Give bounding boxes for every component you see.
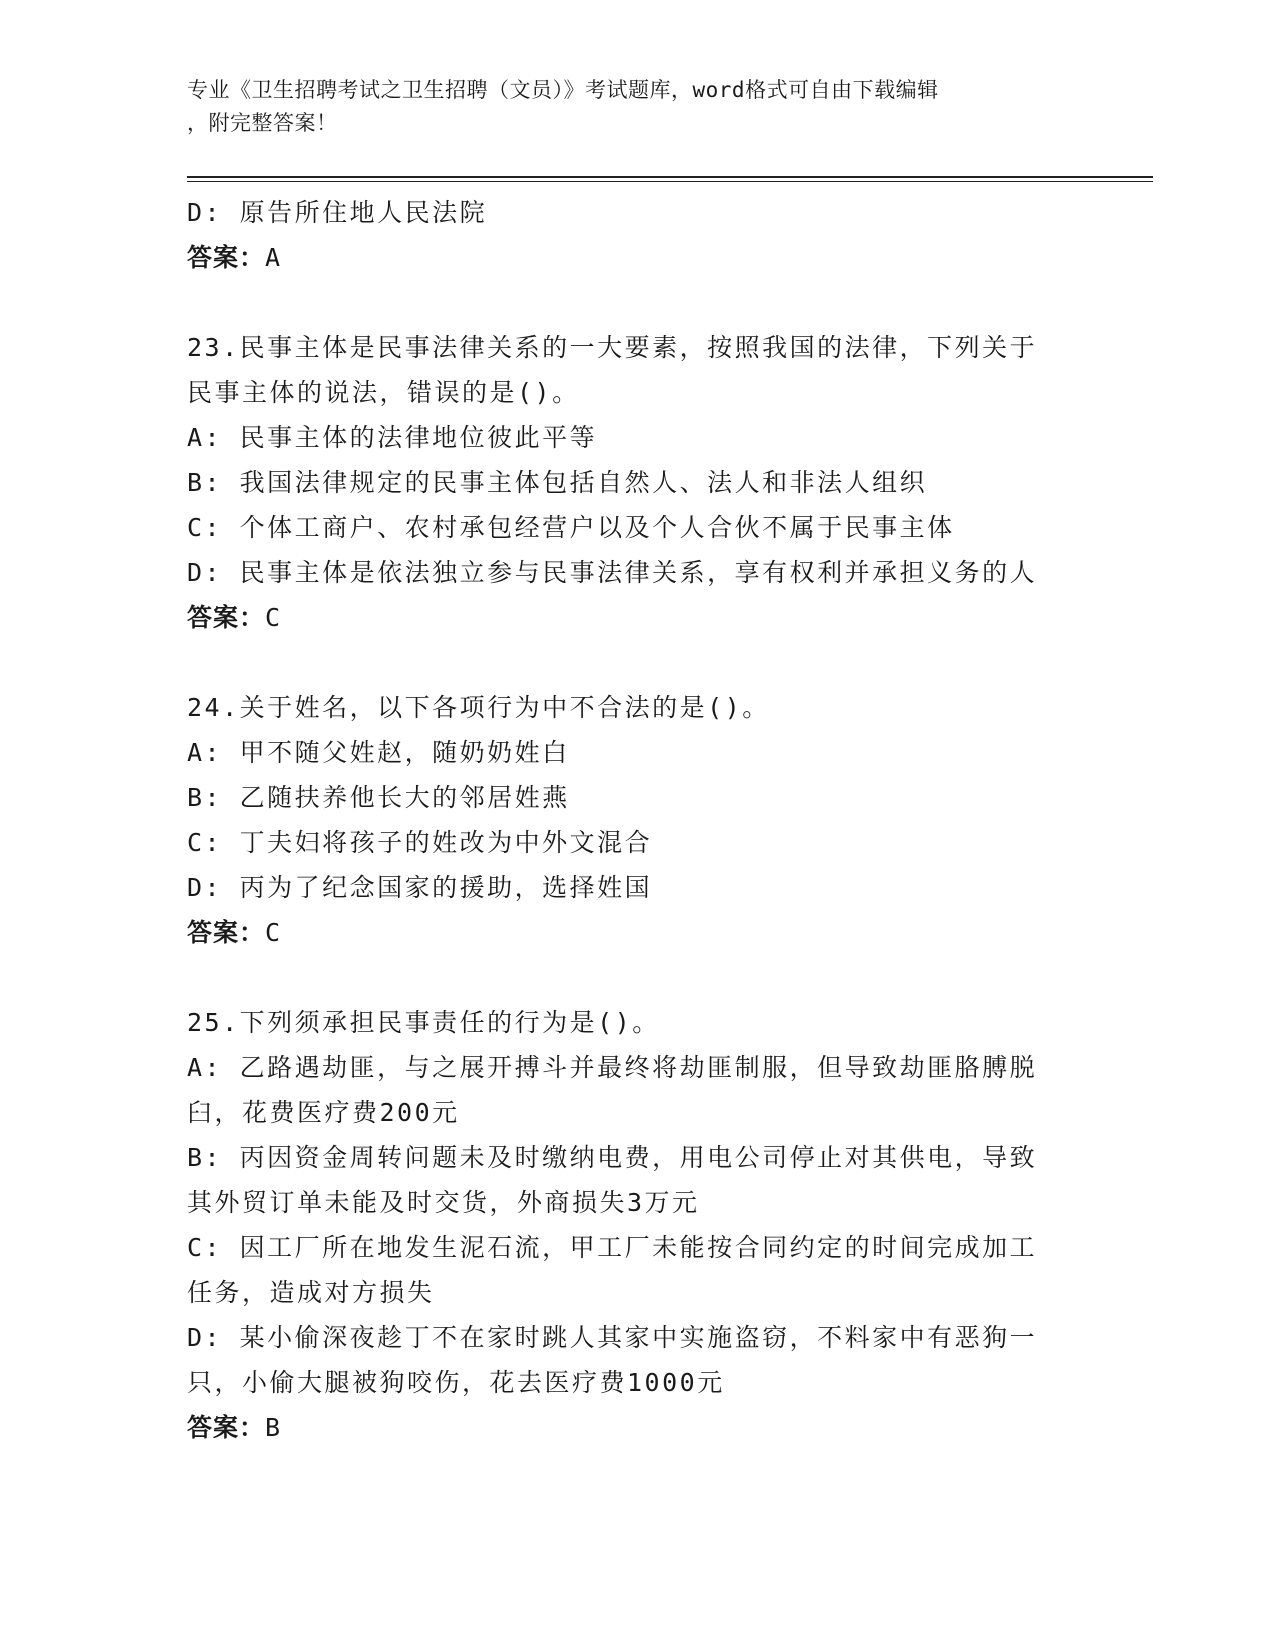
option-c: C: 因工厂所在地发生泥石流，甲工厂未能按合同约定的时间完成加工 (187, 1233, 1038, 1262)
option-a: A: 甲不随父姓赵，随奶奶姓白 (187, 738, 570, 767)
option-b: B: 乙随扶养他长大的邻居姓燕 (187, 783, 570, 812)
option-c-cont: 任务，造成对方损失 (187, 1278, 435, 1307)
answer-line (187, 595, 1087, 640)
prev-question (187, 190, 1087, 280)
option-d: D: 丙为了纪念国家的援助，选择姓国 (187, 873, 653, 902)
option-a: A: 民事主体的法律地位彼此平等 (187, 423, 598, 452)
question-stem: 民事主体的说法，错误的是()。 (187, 378, 580, 407)
spacer (187, 640, 1087, 685)
document-header (187, 74, 1067, 140)
header-divider-thick (187, 176, 1153, 178)
question-25 (187, 1000, 1087, 1450)
header-line-1: 专业《卫生招聘考试之卫生招聘（文员）》考试题库，word格式可自由下载编辑 (187, 78, 939, 102)
option-c: C: 个体工商户、农村承包经营户以及个人合伙不属于民事主体 (187, 513, 955, 542)
option-c: C: 丁夫妇将孩子的姓改为中外文混合 (187, 828, 653, 857)
question-23 (187, 325, 1087, 640)
option-d: D: 原告所住地人民法院 (187, 198, 488, 227)
answer-line (187, 910, 1087, 955)
answer-label: 答案： (187, 1413, 266, 1442)
option-d: D: 民事主体是依法独立参与民事法律关系，享有权利并承担义务的人 (187, 558, 1038, 587)
answer-line (187, 1405, 1087, 1450)
question-stem: 23.民事主体是民事法律关系的一大要素，按照我国的法律，下列关于 (187, 333, 1038, 362)
answer-value: A (265, 243, 283, 272)
option-d: D: 某小偷深夜趁丁不在家时跳人其家中实施盗窃，不料家中有恶狗一 (187, 1323, 1038, 1352)
spacer (187, 280, 1087, 325)
answer-label: 答案： (187, 603, 266, 632)
header-line-2: ，附完整答案！ (187, 111, 338, 135)
question-stem: 24.关于姓名，以下各项行为中不合法的是()。 (187, 693, 770, 722)
option-d-cont: 只，小偷大腿被狗咬伤，花去医疗费1000元 (187, 1368, 725, 1397)
answer-line (187, 235, 1087, 280)
header-divider-thin (187, 181, 1153, 182)
spacer (187, 955, 1087, 1000)
option-a-cont: 臼，花费医疗费200元 (187, 1098, 460, 1127)
question-stem: 25.下列须承担民事责任的行为是()。 (187, 1008, 660, 1037)
option-b: B: 丙因资金周转问题未及时缴纳电费，用电公司停止对其供电，导致 (187, 1143, 1038, 1172)
answer-label: 答案： (187, 243, 266, 272)
option-a: A: 乙路遇劫匪，与之展开搏斗并最终将劫匪制服，但导致劫匪胳膊脱 (187, 1053, 1038, 1082)
question-content (187, 190, 1087, 1450)
answer-label: 答案： (187, 918, 266, 947)
option-b: B: 我国法律规定的民事主体包括自然人、法人和非法人组织 (187, 468, 928, 497)
answer-value: C (265, 603, 283, 632)
option-b-cont: 其外贸订单未能及时交货，外商损失3万元 (187, 1188, 700, 1217)
answer-value: C (265, 918, 283, 947)
question-24 (187, 685, 1087, 955)
answer-value: B (265, 1413, 283, 1442)
